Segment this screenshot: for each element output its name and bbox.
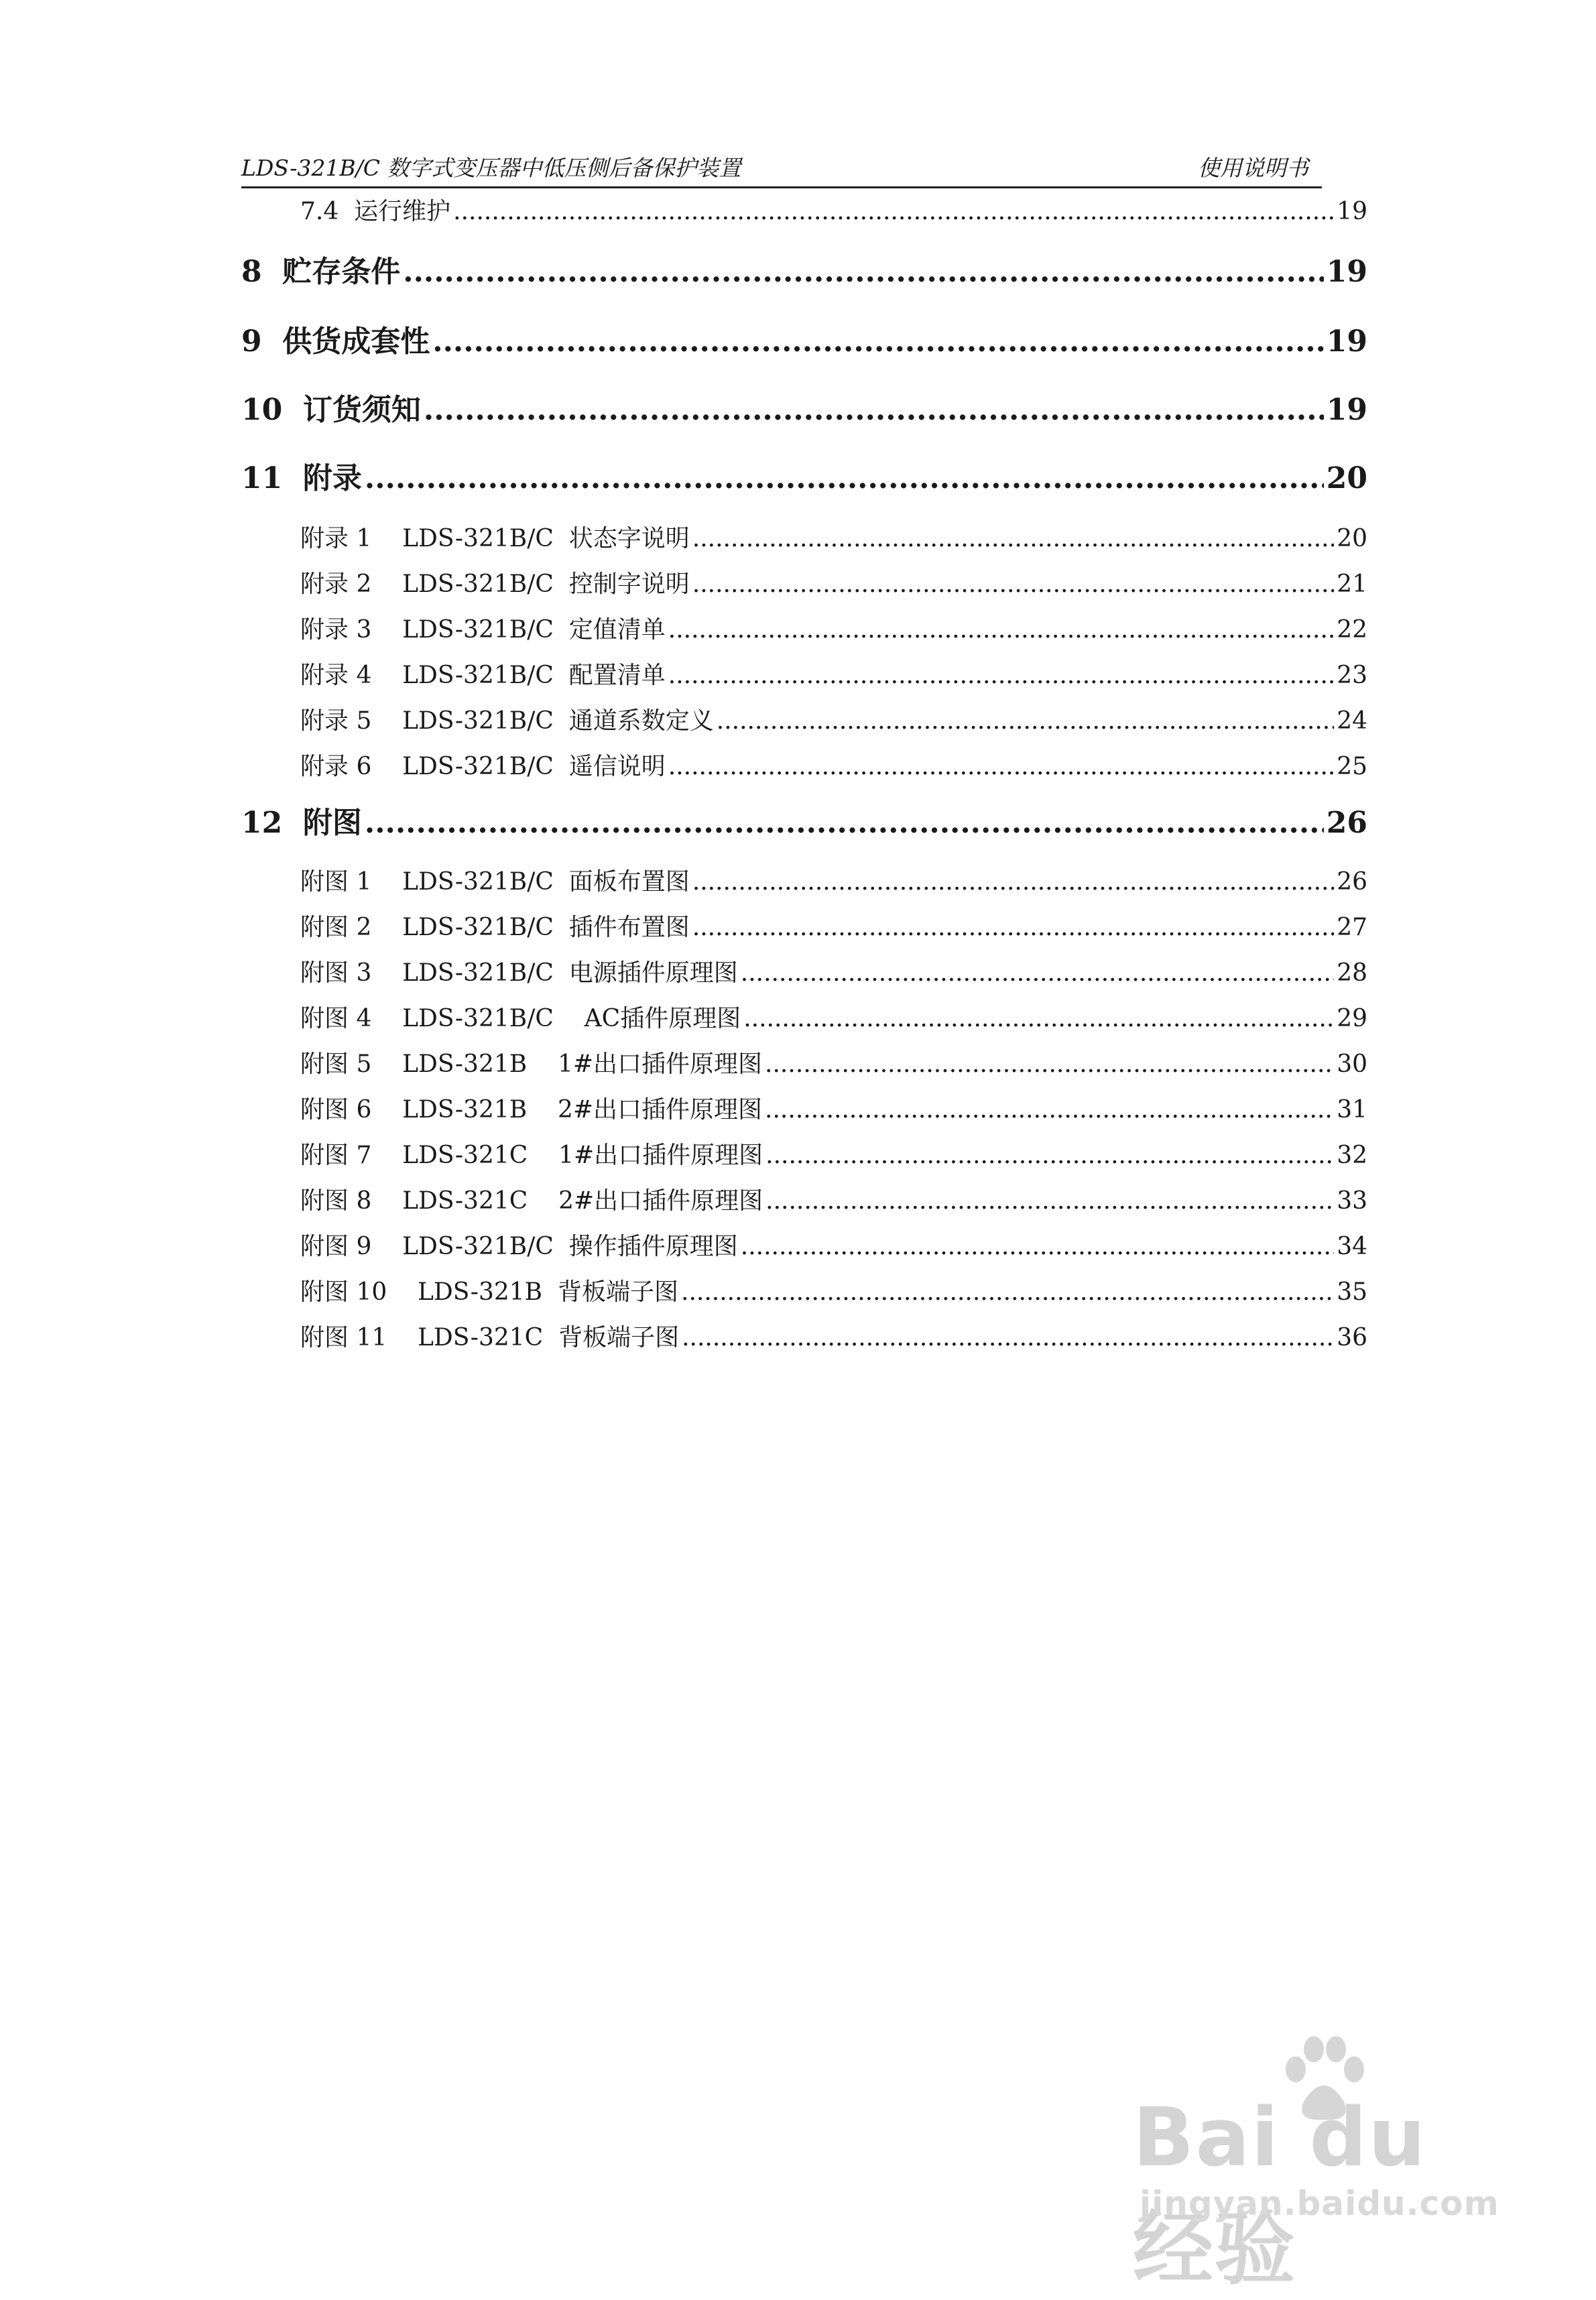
toc-entry-page: 19 (1337, 198, 1367, 225)
toc-dot-leader (668, 749, 1334, 784)
toc-entry-label: 附图 3 LDS-321B/C 电源插件原理图 (300, 959, 738, 987)
toc-entry-page: 30 (1337, 1050, 1367, 1078)
toc-entry-figure-4[interactable] (300, 1002, 1367, 1036)
toc-dot-leader (365, 459, 1324, 499)
toc-entry-page: 24 (1337, 707, 1367, 735)
toc-dot-leader (682, 1321, 1334, 1355)
toc-dot-leader (692, 865, 1334, 900)
toc-dot-leader (681, 1275, 1334, 1310)
toc-dot-leader (692, 522, 1334, 556)
toc-entry-figure-8[interactable] (300, 1184, 1367, 1219)
toc-dot-leader (765, 1184, 1334, 1219)
toc-entry-label: 附图 6 LDS-321B 2#出口插件原理图 (300, 1096, 763, 1124)
toc-entry-page: 33 (1337, 1187, 1367, 1215)
toc-entry-page: 21 (1337, 570, 1367, 598)
toc-dot-leader (668, 613, 1334, 648)
toc-dot-leader (365, 803, 1324, 843)
toc-entry-label: 附图 8 LDS-321C 2#出口插件原理图 (300, 1187, 763, 1215)
toc-entry-page: 26 (1326, 806, 1367, 840)
toc-entry-figure-9[interactable] (300, 1229, 1367, 1264)
toc-entry-appendix-3[interactable] (300, 613, 1367, 648)
toc-entry-page: 32 (1337, 1142, 1367, 1169)
toc-entry-label: 附录 2 LDS-321B/C 控制字说明 (300, 570, 690, 598)
toc-entry-label: 附录 6 LDS-321B/C 遥信说明 (300, 753, 666, 780)
toc-entry-label: 12 附图 (241, 806, 362, 840)
toc-entry-label: 附图 4 LDS-321B/C AC插件原理图 (300, 1005, 741, 1032)
watermark-url: jingyan.baidu.com (1140, 2184, 1499, 2223)
toc-entry-appendix-6[interactable] (300, 749, 1367, 784)
toc-entry-page: 23 (1337, 662, 1367, 689)
toc-entry-label: 附图 1 LDS-321B/C 面板布置图 (300, 868, 690, 896)
toc-entry-11[interactable] (241, 459, 1367, 499)
toc-entry-appendix-2[interactable] (300, 567, 1367, 602)
toc-entry-page: 19 (1326, 393, 1367, 427)
toc-entry-label: 9 供货成套性 (241, 324, 430, 359)
toc-entry-10[interactable] (241, 390, 1367, 430)
toc-entry-label: 7.4 运行维护 (300, 198, 451, 225)
toc-entry-figure-7[interactable] (300, 1138, 1367, 1173)
toc-entry-label: 附录 3 LDS-321B/C 定值清单 (300, 616, 666, 644)
toc-dot-leader (765, 1138, 1334, 1173)
baidu-jingyan-watermark (1133, 2018, 1508, 2296)
toc-entry-page: 20 (1326, 461, 1367, 495)
toc-entry-label: 8 贮存条件 (241, 255, 401, 289)
toc-entry-page: 25 (1337, 753, 1367, 780)
toc-entry-label: 附图 7 LDS-321C 1#出口插件原理图 (300, 1142, 763, 1169)
toc-dot-leader (453, 194, 1334, 229)
toc-entry-figure-11[interactable] (300, 1321, 1367, 1355)
toc-entry-label: 附图 11 LDS-321C 背板端子图 (300, 1324, 680, 1351)
toc-entry-9[interactable] (241, 322, 1367, 362)
page-header (241, 150, 1322, 188)
toc-entry-figure-10[interactable] (300, 1275, 1367, 1310)
toc-dot-leader (424, 390, 1324, 430)
toc-entry-label: 附录 4 LDS-321B/C 配置清单 (300, 662, 666, 689)
watermark-brand: Bai du 经验 (1133, 2092, 1427, 2296)
toc-entry-page: 31 (1337, 1096, 1367, 1124)
toc-entry-label: 11 附录 (241, 461, 362, 495)
toc-entry-label: 10 订货须知 (241, 393, 421, 427)
toc-entry-8[interactable] (241, 252, 1367, 292)
toc-dot-leader (743, 1002, 1334, 1036)
toc-entry-label: 附图 9 LDS-321B/C 操作插件原理图 (300, 1233, 738, 1260)
toc-dot-leader (432, 322, 1324, 362)
toc-entry-label: 附图 10 LDS-321B 背板端子图 (300, 1278, 678, 1306)
toc-dot-leader (765, 1047, 1334, 1082)
document-type: 使用说明书 (1198, 155, 1308, 181)
toc-entry-page: 29 (1337, 1005, 1367, 1032)
toc-entry-page: 20 (1337, 525, 1367, 552)
document-title: LDS-321B/C 数字式变压器中低压侧后备保护装置 (241, 155, 741, 181)
toc-dot-leader (717, 704, 1334, 739)
toc-entry-page: 26 (1337, 868, 1367, 896)
toc-entry-appendix-4[interactable] (300, 658, 1367, 693)
toc-entry-figure-2[interactable] (300, 910, 1367, 945)
toc-entry-12[interactable] (241, 803, 1367, 843)
toc-entry-label: 附图 5 LDS-321B 1#出口插件原理图 (300, 1050, 763, 1078)
toc-entry-page: 27 (1337, 914, 1367, 941)
toc-entry-label: 附录 1 LDS-321B/C 状态字说明 (300, 525, 690, 552)
toc-entry-figure-1[interactable] (300, 865, 1367, 900)
toc-entry-page: 19 (1326, 324, 1367, 359)
toc-dot-leader (668, 658, 1334, 693)
toc-entry-page: 34 (1337, 1233, 1367, 1260)
toc-entry-figure-3[interactable] (300, 956, 1367, 991)
toc-dot-leader (692, 910, 1334, 945)
toc-entry-page: 22 (1337, 616, 1367, 644)
toc-entry-figure-6[interactable] (300, 1093, 1367, 1128)
toc-entry-page: 28 (1337, 959, 1367, 987)
toc-dot-leader (403, 252, 1324, 292)
toc-dot-leader (692, 567, 1334, 602)
toc-dot-leader (741, 956, 1334, 991)
toc-entry-page: 19 (1326, 255, 1367, 289)
toc-entry-page: 36 (1337, 1324, 1367, 1351)
toc-entry-appendix-5[interactable] (300, 704, 1367, 739)
toc-entry-label: 附录 5 LDS-321B/C 通道系数定义 (300, 707, 714, 735)
toc-entry-label: 附图 2 LDS-321B/C 插件布置图 (300, 914, 690, 941)
toc-entry-7-4[interactable] (300, 194, 1367, 229)
toc-entry-page: 35 (1337, 1278, 1367, 1306)
toc-dot-leader (765, 1093, 1334, 1128)
toc-dot-leader (741, 1229, 1334, 1264)
toc-entry-appendix-1[interactable] (300, 522, 1367, 556)
toc-entry-figure-5[interactable] (300, 1047, 1367, 1082)
